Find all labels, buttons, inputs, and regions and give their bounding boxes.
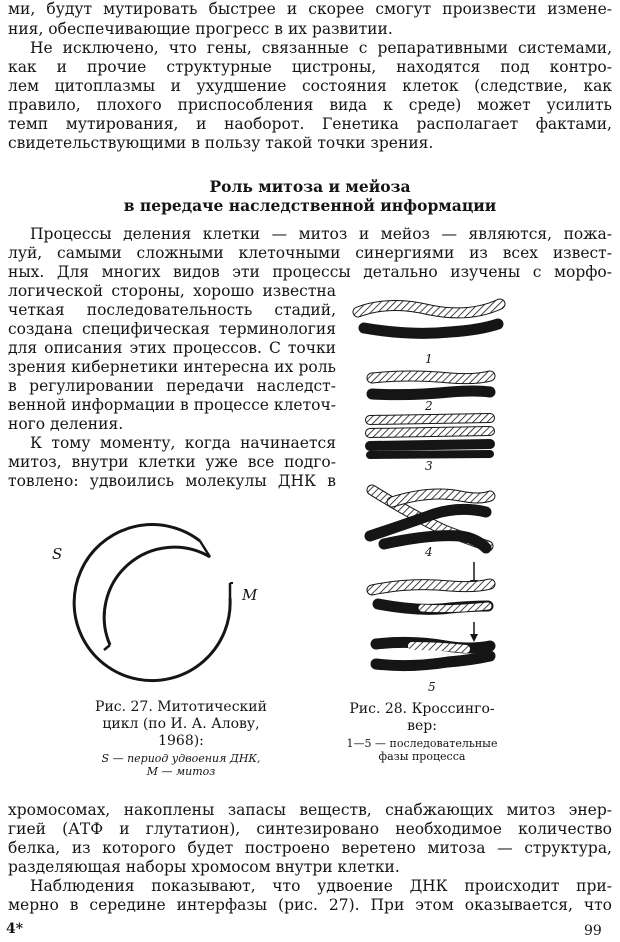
section-title-line-2: в передаче наследственной информации (123, 196, 497, 215)
text-line: создана специфическая терминология (8, 320, 336, 338)
legend-line: фазы процесса (378, 750, 466, 763)
text-line: белка, из которого будет построено веретено митоза — структура, (8, 839, 612, 857)
text-line: товлено: удвоились молекулы ДНК в (8, 472, 336, 490)
stage-label: 5 (428, 680, 436, 694)
caption-line: 1968): (158, 733, 204, 749)
label-m: M (242, 586, 258, 604)
legend-line: S — период удвоения ДНК, (101, 752, 261, 765)
text-line: логической стороны, хорошо известна (8, 282, 336, 300)
text-line: лем цитоплазмы и ухудшение состояния клеток (следствие, как (8, 77, 612, 95)
text-line: зрения кибернетики интересна их роль (8, 358, 336, 376)
text-line: для описания этих процессов. С точки (8, 339, 336, 357)
text-line: ния, обеспечивающие прогресс в их развитии. (8, 20, 393, 38)
text-line: как и прочие структурные цистроны, находятся под контро- (8, 58, 612, 76)
text-line: разделяющая наборы хромосом внутри клетки. (8, 858, 400, 876)
text-line: К тому моменту, когда начинается (30, 434, 336, 452)
text-line: свидетельствующими в пользу такой точки зрения. (8, 134, 434, 152)
text-line: мерно в середине интерфазы (рис. 27). При этом оказывается, что (8, 896, 612, 914)
text-line: венной информации в процессе клеточ- (8, 396, 336, 414)
section-title-line-1: Роль митоза и мейоза (209, 177, 411, 196)
text-line: ного деления. (8, 415, 124, 433)
text-line: Не исключено, что гены, связанные с репаративными системами, (30, 39, 612, 57)
text-line: ных. Для многих видов эти процессы детально изучены с морфо- (8, 263, 612, 281)
caption-line: Рис. 27. Митотический (95, 699, 267, 715)
text-line: Наблюдения показывают, что удвоение ДНК происходит при- (30, 877, 612, 895)
stage-label: 4 (425, 545, 433, 559)
signature-mark: 4* (6, 921, 24, 937)
figure-27-caption (86, 699, 276, 778)
legend-line: M — митоз (146, 765, 216, 778)
page-number: 99 (584, 923, 602, 939)
caption-line: цикл (по И. А. Алову, (102, 716, 260, 732)
stage-label: 1 (425, 352, 433, 366)
caption-line: Рис. 28. Кроссинго- (349, 701, 495, 717)
text-line: хромосомах, накоплены запасы веществ, снабжающих митоз энер- (8, 801, 612, 819)
stage-label: 2 (425, 399, 433, 413)
text-line: темп мутирования, и наоборот. Генетика располагает фактами, (8, 115, 612, 133)
stage-label: 3 (425, 459, 433, 473)
text-line: в регулировании передачи наследст- (8, 377, 336, 395)
mitotic-cycle-diagram (70, 535, 250, 675)
text-line: ми, будут мутировать быстрее и скорее смогут произвести измене- (8, 0, 612, 18)
legend-line: 1—5 — последовательные (346, 737, 498, 750)
text-line: гией (АТФ и глутатион), синтезировано необходимое количество (8, 820, 612, 838)
text-line: Процессы деления клетки — митоз и мейоз — являются, пожа- (30, 225, 612, 243)
text-line: четкая последовательность стадий, (8, 301, 336, 319)
caption-line: вер: (407, 718, 437, 734)
text-line: правило, плохого приспособления вида к среде) может усилить (8, 96, 612, 114)
figure-28-caption (344, 701, 500, 763)
label-s: S (52, 545, 63, 563)
text-line: митоз, внутри клетки уже все подго- (8, 453, 336, 471)
text-line: луй, самыми сложными клеточными синергиями из всех извест- (8, 244, 612, 262)
